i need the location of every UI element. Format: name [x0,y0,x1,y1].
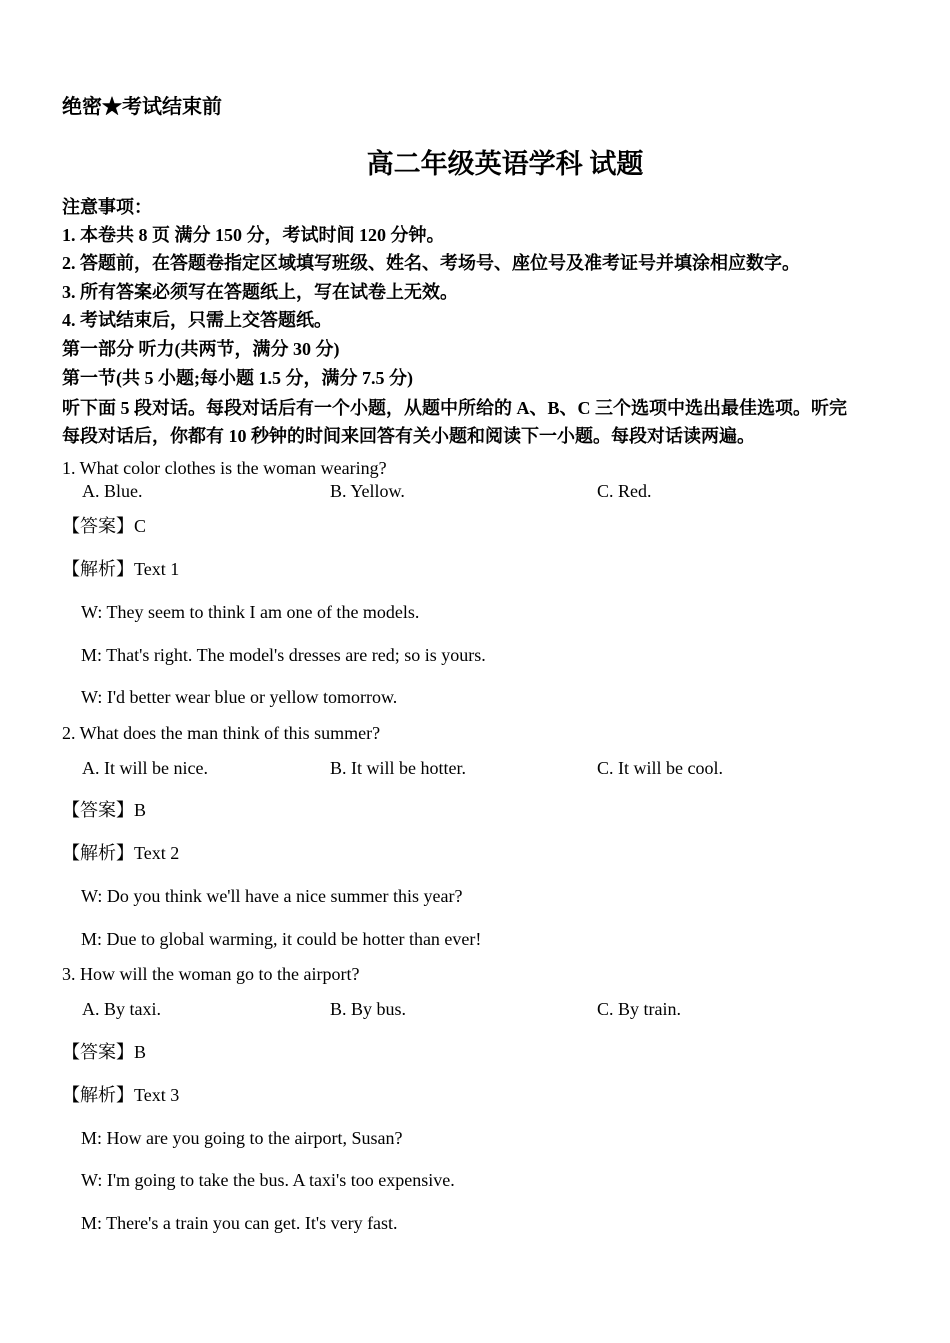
question-1-analysis: 【解析】Text 1 [62,559,180,579]
question-3-stem: 3. How will the woman go to the airport? [62,964,360,984]
section1-heading: 第一节(共 5 小题;每小题 1.5 分，满分 7.5 分) [62,368,413,388]
question-1-stem: 1. What color clothes is the woman wearing? [62,458,387,478]
question-1-option-c: C. Red. [597,481,652,501]
question-3-transcript-line: W: I'm going to take the bus. A taxi's too expensive. [81,1170,455,1190]
question-2-option-b: B. It will be hotter. [330,758,466,778]
notice-item-2: 2. 答题前，在答题卷指定区域填写班级、姓名、考场号、座位号及准考证号并填涂相应数字。 [62,253,800,273]
question-1-transcript-line: W: I'd better wear blue or yellow tomorrow. [81,687,398,707]
question-3-option-c: C. By train. [597,999,681,1019]
part1-heading: 第一部分 听力(共两节，满分 30 分) [62,339,340,359]
notice-item-4: 4. 考试结束后，只需上交答题纸。 [62,310,332,330]
question-2-answer: 【答案】B [62,800,147,820]
question-1-transcript-line: M: That's right. The model's dresses are red; so is yours. [81,645,486,665]
confidential-label: 绝密★考试结束前 [62,96,222,118]
notice-item-1: 1. 本卷共 8 页 满分 150 分，考试时间 120 分钟。 [62,225,445,245]
question-1-answer: 【答案】C [62,516,147,536]
exam-title: 高二年级英语学科 试题 [366,149,644,179]
question-1-transcript-line: W: They seem to think I am one of the models. [81,602,420,622]
question-3-analysis: 【解析】Text 3 [62,1085,180,1105]
question-3-transcript-line: M: There's a train you can get. It's very fast. [81,1213,398,1233]
question-3-transcript-line: M: How are you going to the airport, Susan? [81,1128,403,1148]
question-2-analysis: 【解析】Text 2 [62,843,180,863]
question-2-option-a: A. It will be nice. [82,758,208,778]
instructions-line-1: 听下面 5 段对话。每段对话后有一个小题，从题中所给的 A、B、C 三个选项中选出最佳选项。听完 [62,398,847,418]
question-2-transcript-line: M: Due to global warming, it could be hotter than ever! [81,929,482,949]
question-2-transcript-line: W: Do you think we'll have a nice summer this year? [81,886,463,906]
question-3-option-a: A. By taxi. [82,999,161,1019]
notice-heading: 注意事项： [62,197,152,217]
question-3-answer: 【答案】B [62,1042,147,1062]
notice-item-3: 3. 所有答案必须写在答题纸上，写在试卷上无效。 [62,282,458,302]
question-2-option-c: C. It will be cool. [597,758,723,778]
question-1-option-b: B. Yellow. [330,481,405,501]
question-3-option-b: B. By bus. [330,999,407,1019]
instructions-line-2: 每段对话后，你都有 10 秒钟的时间来回答有关小题和阅读下一小题。每段对话读两遍。 [62,426,755,446]
question-1-option-a: A. Blue. [82,481,143,501]
question-2-stem: 2. What does the man think of this summer? [62,723,381,743]
